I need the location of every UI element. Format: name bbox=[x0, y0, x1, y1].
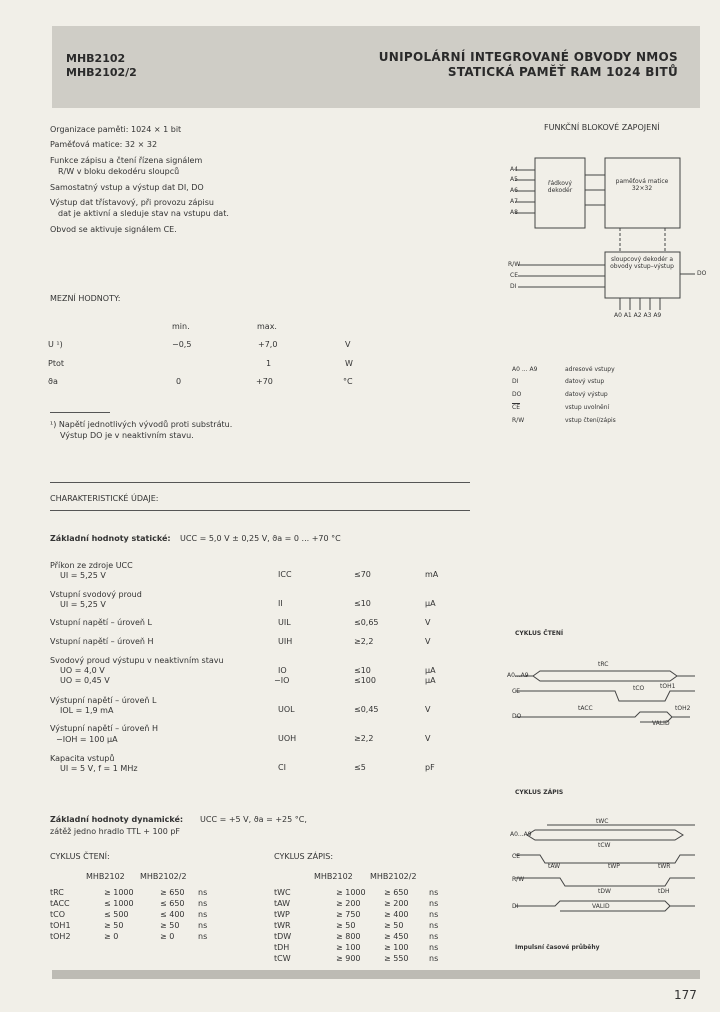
char-row-label: Svodový proud výstupu v neaktivním stavu bbox=[50, 656, 224, 665]
char-row-val: ≤10 bbox=[354, 599, 371, 608]
char-row-unit: μA bbox=[425, 599, 436, 608]
write-col-2: MHB2102/2 bbox=[370, 872, 417, 881]
char-row-unit: V bbox=[425, 705, 431, 714]
write-val-a: ≥ 900 bbox=[336, 954, 361, 963]
footer-bar bbox=[52, 970, 700, 979]
write-sym: tAW bbox=[274, 899, 291, 908]
block-diagram bbox=[500, 150, 715, 325]
char-row-cond: UO = 4,0 V bbox=[60, 666, 105, 675]
block-title: FUNKČNÍ BLOKOVÉ ZAPOJENÍ bbox=[544, 123, 660, 132]
write-val-a: ≥ 750 bbox=[336, 910, 361, 919]
read-val-a: ≥ 50 bbox=[104, 921, 124, 930]
char-row-unit: V bbox=[425, 637, 431, 646]
footnote-rule bbox=[50, 412, 110, 413]
timing-tco: tCO bbox=[633, 685, 645, 692]
write-unit: ns bbox=[429, 921, 439, 930]
write-sym: tDW bbox=[274, 932, 292, 941]
timing-caption: Impulsní časové průběhy bbox=[515, 944, 600, 951]
char-row-cond: UI = 5,25 V bbox=[60, 600, 106, 609]
timing-sig-ce-w: CE bbox=[512, 853, 520, 860]
read-unit: ns bbox=[198, 888, 208, 897]
char-row-cond: UI = 5,25 V bbox=[60, 571, 106, 580]
char-row-unit: mA bbox=[425, 570, 439, 579]
char-row-sym: CI bbox=[278, 763, 286, 772]
char-title: CHARAKTERISTICKÉ ÚDAJE: bbox=[50, 494, 159, 503]
read-sym: tACC bbox=[50, 899, 70, 908]
timing-tcw: tCW bbox=[598, 842, 611, 849]
char-row-unit: V bbox=[425, 734, 431, 743]
matrix-box bbox=[605, 158, 680, 228]
column-decoder-label: sloupcový dekodér a obvody vstup–výstup bbox=[610, 256, 674, 270]
limit-sym: Ptot bbox=[48, 359, 64, 368]
write-val-b: ≥ 450 bbox=[384, 932, 409, 941]
col-addr-labels: A0 A1 A2 A3 A9 bbox=[614, 312, 662, 319]
intro-6: Výstup dat třístavový, při provozu zápisu bbox=[50, 198, 214, 207]
char-row-unit: μA bbox=[425, 666, 436, 675]
write-val-a: ≥ 100 bbox=[336, 943, 361, 952]
write-unit: ns bbox=[429, 932, 439, 941]
timing-toh1: tOH1 bbox=[660, 683, 676, 690]
char-row-label: Vstupní napětí – úroveň L bbox=[50, 618, 152, 627]
write-col-1: MHB2102 bbox=[314, 872, 353, 881]
ctrl-in-di: DI bbox=[510, 283, 517, 290]
write-val-a: ≥ 1000 bbox=[336, 888, 366, 897]
read-val-a: ≤ 1000 bbox=[104, 899, 134, 908]
limit-unit: V bbox=[345, 340, 351, 349]
write-sym: tDH bbox=[274, 943, 290, 952]
char-row-cond: IOL = 1,9 mA bbox=[60, 706, 114, 715]
read-sym: tCO bbox=[50, 910, 66, 919]
read-val-b: ≤ 650 bbox=[160, 899, 185, 908]
limits-note-2: Výstup DO je v neaktivním stavu. bbox=[60, 431, 194, 440]
read-unit: ns bbox=[198, 910, 208, 919]
write-sym: tWC bbox=[274, 888, 291, 897]
char-row-val: ≤100 bbox=[354, 676, 376, 685]
write-val-b: ≥ 400 bbox=[384, 910, 409, 919]
doc-title bbox=[379, 50, 678, 80]
legend-sym: DI bbox=[512, 378, 519, 385]
char-row-unit: μA bbox=[425, 676, 436, 685]
char-row-label: Vstupní svodový proud bbox=[50, 590, 142, 599]
write-timing-title: CYKLUS ZÁPIS bbox=[515, 789, 564, 796]
limits-col-max: max. bbox=[257, 322, 277, 331]
read-val-a: ≤ 500 bbox=[104, 910, 129, 919]
timing-sig-ce: CE bbox=[512, 688, 520, 695]
legend-desc: vstup čtení/zápis bbox=[565, 417, 616, 424]
legend-desc: adresové vstupy bbox=[565, 366, 615, 373]
matrix-label: paměťová matice 32×32 bbox=[615, 178, 669, 192]
char-row-val: ≥2,2 bbox=[354, 734, 374, 743]
limits-title: MEZNÍ HODNOTY: bbox=[50, 294, 121, 303]
limit-sym: U ¹) bbox=[48, 340, 63, 349]
legend-sym: DO bbox=[512, 391, 522, 398]
read-title: CYKLUS ČTENÍ: bbox=[50, 852, 110, 861]
timing-tacc: tACC bbox=[578, 705, 593, 712]
write-unit: ns bbox=[429, 943, 439, 952]
char-row-label: Kapacita vstupů bbox=[50, 754, 115, 763]
limit-min: −0,5 bbox=[172, 340, 192, 349]
intro-1: Organizace paměti: 1024 × 1 bit bbox=[50, 125, 182, 134]
dyn-title: Základní hodnoty dynamické: bbox=[50, 815, 184, 824]
read-unit: ns bbox=[198, 932, 208, 941]
header-banner bbox=[52, 26, 700, 108]
chip-name-2: MHB2102/2 bbox=[66, 66, 137, 79]
char-row-sym: −IO bbox=[274, 676, 290, 685]
ctrl-in-rw: R/W bbox=[508, 261, 521, 268]
legend-desc: vstup uvolnění bbox=[565, 404, 610, 411]
read-val-b: ≥ 50 bbox=[160, 921, 180, 930]
addr-in-a5: A5 bbox=[510, 176, 518, 183]
dyn-cond: UCC = +5 V, ϑa = +25 °C, bbox=[200, 815, 307, 824]
intro-7: dat je aktivní a sleduje stav na vstupu dat. bbox=[58, 209, 229, 218]
addr-in-a6: A6 bbox=[510, 187, 518, 194]
char-row-val: ≤0,65 bbox=[354, 618, 379, 627]
timing-twp: tWP bbox=[608, 863, 620, 870]
limit-unit: °C bbox=[343, 377, 353, 386]
intro-4: R/W v bloku dekodéru sloupců bbox=[58, 167, 180, 176]
char-row-sym: IO bbox=[278, 666, 287, 675]
limit-sym: ϑa bbox=[48, 377, 58, 386]
timing-toh2: tOH2 bbox=[675, 705, 691, 712]
write-val-b: ≥ 200 bbox=[384, 899, 409, 908]
block-out-do: DO bbox=[697, 270, 707, 277]
limits-note-1: ¹) Napětí jednotlivých vývodů proti substrátu. bbox=[50, 420, 233, 429]
read-val-b: ≥ 650 bbox=[160, 888, 185, 897]
write-unit: ns bbox=[429, 899, 439, 908]
read-timing-title: CYKLUS ČTENÍ bbox=[515, 630, 564, 637]
read-col-2: MHB2102/2 bbox=[140, 872, 187, 881]
char-row-sym: UIH bbox=[278, 637, 293, 646]
limit-min: 0 bbox=[176, 377, 182, 386]
char-row-sym: UIL bbox=[278, 618, 291, 627]
char-row-cond: −IOH = 100 μA bbox=[56, 735, 118, 744]
chip-names bbox=[66, 52, 137, 80]
addr-in-a4: A4 bbox=[510, 166, 518, 173]
char-row-sym: UOH bbox=[278, 734, 297, 743]
row-decoder-label: řádkový dekodér bbox=[547, 180, 573, 194]
read-val-b: ≥ 0 bbox=[160, 932, 175, 941]
doc-title-line2: STATICKÁ PAMĚŤ RAM 1024 BITŮ bbox=[447, 65, 678, 79]
write-val-a: ≥ 50 bbox=[336, 921, 356, 930]
char-row-label: Výstupní napětí – úroveň L bbox=[50, 696, 157, 705]
legend-sym: R/W bbox=[512, 417, 525, 424]
char-row-val: ≤70 bbox=[354, 570, 371, 579]
write-val-b: ≥ 650 bbox=[384, 888, 409, 897]
intro-2: Paměťová matice: 32 × 32 bbox=[50, 140, 158, 149]
read-sym: tRC bbox=[50, 888, 64, 897]
timing-sig-do: DO bbox=[512, 713, 522, 720]
legend-sym: $\overline{CE}$ bbox=[512, 404, 520, 411]
write-unit: ns bbox=[429, 954, 439, 963]
char-row-label: Příkon ze zdroje UCC bbox=[50, 561, 133, 570]
read-val-a: ≥ 1000 bbox=[104, 888, 134, 897]
write-val-a: ≥ 200 bbox=[336, 899, 361, 908]
char-row-sym: ICC bbox=[278, 570, 292, 579]
char-row-cond: UO = 0,45 V bbox=[60, 676, 110, 685]
intro-3: Funkce zápisu a čtení řízena signálem bbox=[50, 156, 203, 165]
read-sym: tOH1 bbox=[50, 921, 71, 930]
timing-trc: tRC bbox=[598, 661, 609, 668]
page-number: 177 bbox=[674, 988, 697, 1002]
write-unit: ns bbox=[429, 888, 439, 897]
write-val-a: ≥ 800 bbox=[336, 932, 361, 941]
intro-8: Obvod se aktivuje signálem CE. bbox=[50, 225, 177, 234]
legend-sym: A0 ... A9 bbox=[512, 366, 538, 373]
limits-col-min: min. bbox=[172, 322, 190, 331]
limit-max: +70 bbox=[256, 377, 273, 386]
char-row-val: ≥2,2 bbox=[354, 637, 374, 646]
ctrl-in-ce: CE bbox=[510, 272, 518, 279]
addr-in-a7: A7 bbox=[510, 198, 518, 205]
char-row-sym: UOL bbox=[278, 705, 295, 714]
timing-sig-rw: R/W bbox=[512, 876, 525, 883]
addr-in-a8: A8 bbox=[510, 209, 518, 216]
char-row-label: Výstupní napětí – úroveň H bbox=[50, 724, 159, 733]
intro-5: Samostatný vstup a výstup dat DI, DO bbox=[50, 183, 204, 192]
write-unit: ns bbox=[429, 910, 439, 919]
read-val-a: ≥ 0 bbox=[104, 932, 119, 941]
read-col-1: MHB2102 bbox=[86, 872, 125, 881]
dyn-load: zátěž jedno hradlo TTL + 100 pF bbox=[50, 827, 181, 836]
char-row-unit: V bbox=[425, 618, 431, 627]
static-title: Základní hodnoty statické: bbox=[50, 534, 171, 543]
timing-sig-addr-w: A0...A9 bbox=[510, 831, 532, 838]
timing-sig-addr: A0...A9 bbox=[507, 672, 529, 679]
char-row-val: ≤5 bbox=[354, 763, 366, 772]
doc-title-line1: UNIPOLÁRNÍ INTEGROVANÉ OBVODY NMOS bbox=[378, 50, 678, 64]
timing-twr: tWR bbox=[658, 863, 671, 870]
char-rule-bottom bbox=[50, 510, 470, 511]
write-val-b: ≥ 550 bbox=[384, 954, 409, 963]
legend-desc: datový výstup bbox=[565, 391, 608, 398]
write-sym: tWR bbox=[274, 921, 291, 930]
timing-valid-read: VALID bbox=[652, 720, 670, 727]
timing-sig-di: DI bbox=[512, 903, 519, 910]
write-val-b: ≥ 100 bbox=[384, 943, 409, 952]
write-title: CYKLUS ZÁPIS: bbox=[274, 852, 334, 861]
limit-max: +7,0 bbox=[258, 340, 278, 349]
timing-twc: tWC bbox=[596, 818, 609, 825]
char-row-val: ≤0,45 bbox=[354, 705, 379, 714]
write-sym: tWP bbox=[274, 910, 290, 919]
char-row-label: Vstupní napětí – úroveň H bbox=[50, 637, 154, 646]
limit-max: 1 bbox=[266, 359, 272, 368]
read-val-b: ≤ 400 bbox=[160, 910, 185, 919]
timing-tdh: tDH bbox=[658, 888, 670, 895]
char-row-val: ≤10 bbox=[354, 666, 371, 675]
timing-tdw: tDW bbox=[598, 888, 611, 895]
read-timing-diagram bbox=[505, 655, 715, 730]
char-row-cond: UI = 5 V, f = 1 MHz bbox=[60, 764, 138, 773]
char-row-unit: pF bbox=[425, 763, 435, 772]
read-unit: ns bbox=[198, 921, 208, 930]
timing-valid-write: VALID bbox=[592, 903, 610, 910]
char-row-sym: II bbox=[278, 599, 283, 608]
static-cond: UCC = 5,0 V ± 0,25 V, ϑa = 0 ... +70 °C bbox=[180, 534, 341, 543]
read-unit: ns bbox=[198, 899, 208, 908]
write-val-b: ≥ 50 bbox=[384, 921, 404, 930]
read-sym: tOH2 bbox=[50, 932, 71, 941]
char-rule-top bbox=[50, 482, 470, 483]
write-sym: tCW bbox=[274, 954, 291, 963]
limit-unit: W bbox=[345, 359, 353, 368]
legend-desc: datový vstup bbox=[565, 378, 605, 385]
chip-name-1: MHB2102 bbox=[66, 52, 126, 65]
timing-taw: tAW bbox=[548, 863, 561, 870]
